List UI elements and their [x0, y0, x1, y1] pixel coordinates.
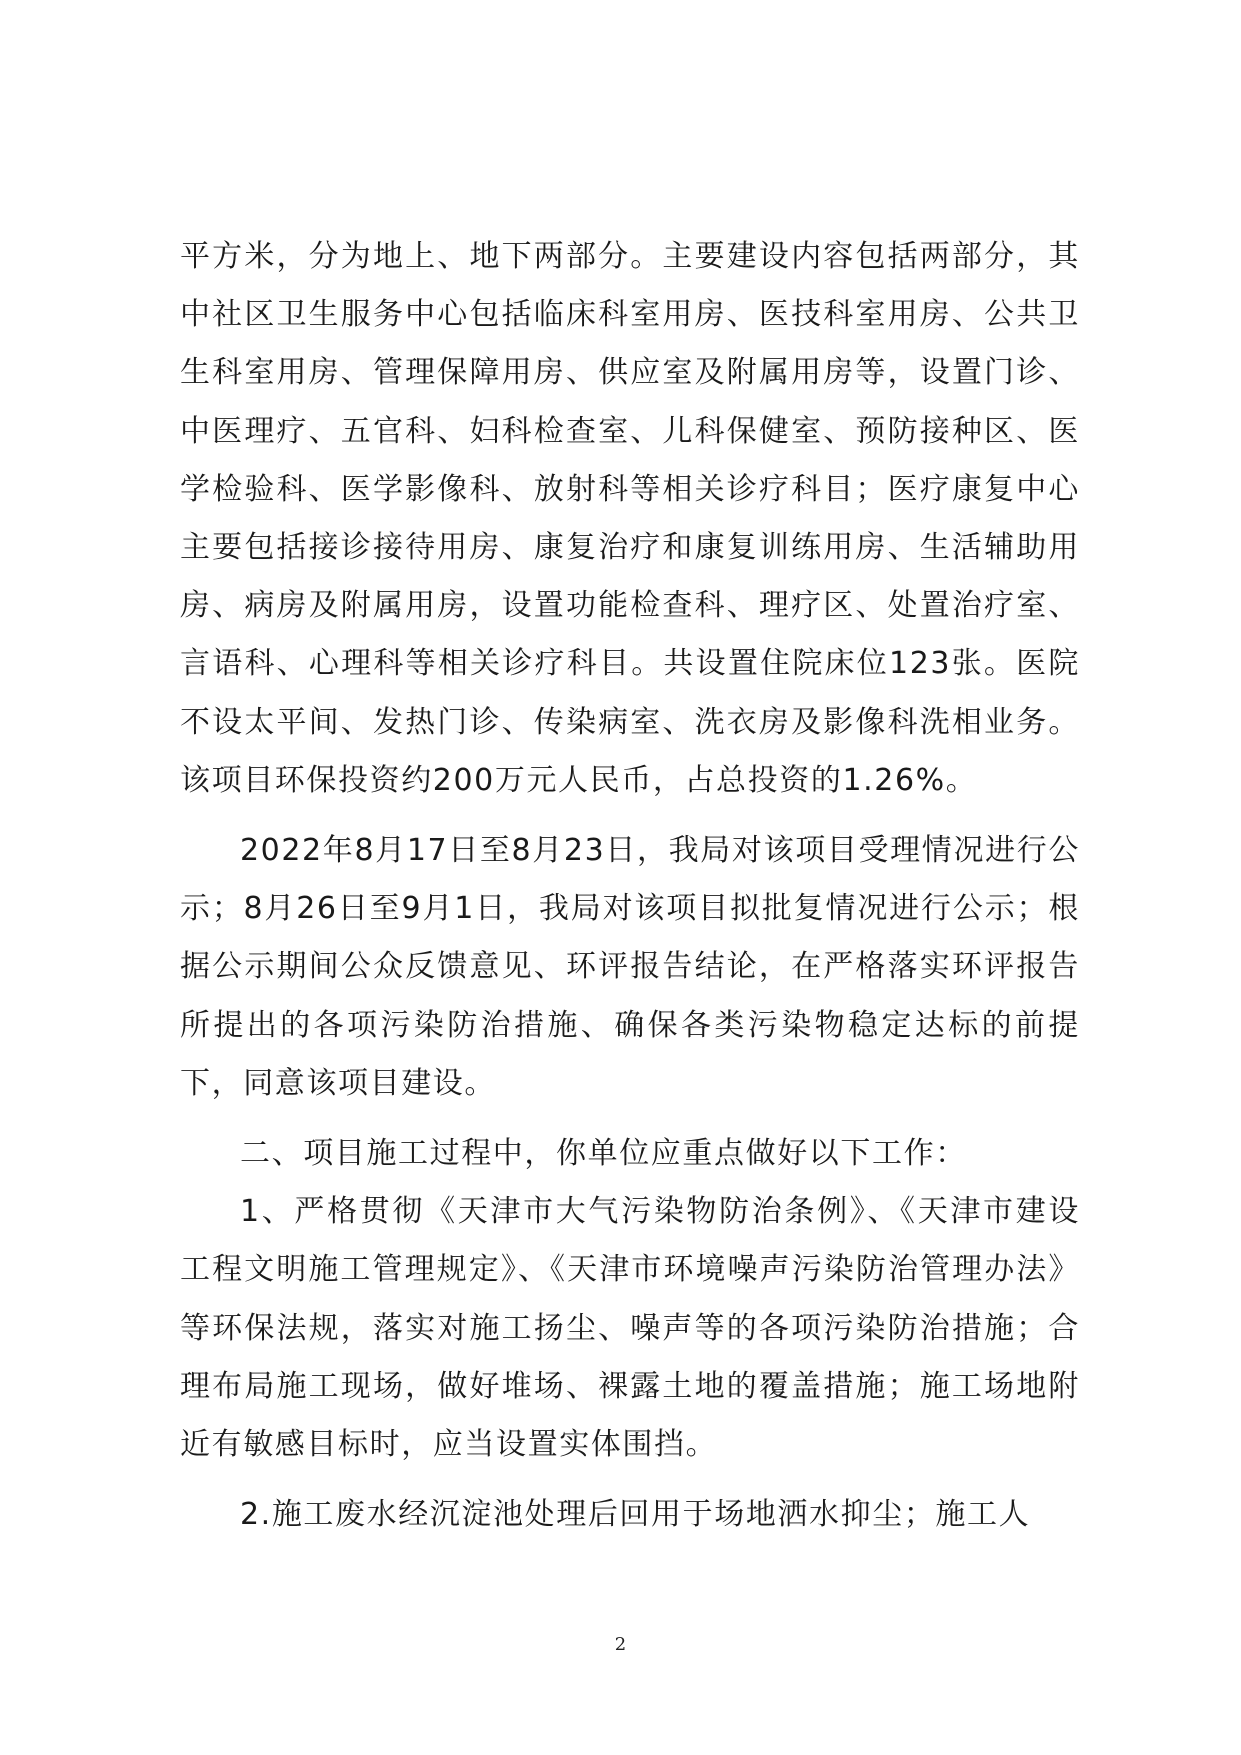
page-number: 2 — [614, 1634, 627, 1655]
paragraph-project-scope: 平方米，分为地上、地下两部分。主要建设内容包括两部分，其中社区卫生服务中心包括临床科室用房、医技科室用房、公共卫生科室用房、管理保障用房、供应室及附属用房等，设置门诊、中医理疗、五官科、妇科检查室、儿科保健室、预防接种区、医学检验科、医学影像科、放射科等相关诊疗科目；医疗康复中心主要包括接诊接待用房、康复治疗和康复训练用房、生活辅助用房、病房及附属用房，设置功能检查科、理疗区、处置治疗室、言语科、心理科等相关诊疗科目。共设置住院床位123张。医院不设太平间、发热门诊、传染病室、洗衣房及影像科洗相业务。该项目环保投资约200万元人民币，占总投资的1.26%。 — [180, 239, 1080, 798]
paragraph-public-notice: 2022年8月17日至8月23日，我局对该项目受理情况进行公示；8月26日至9月1日，我局对该项目拟批复情况进行公示；根据公示期间公众反馈意见、环评报告结论，在严格落实环评报告所提出的各项污染防治措施、确保各类污染物稳定达标的前提下，同意该项目建设。 — [180, 833, 1080, 1101]
paragraph-item-1: 1、严格贯彻《天津市大气污染物防治条例》、《天津市建设工程文明施工管理规定》、《天津市环境噪声污染防治管理办法》等环保法规，落实对施工扬尘、噪声等的各项污染防治措施；合理布局施工现场，做好堆场、裸露土地的覆盖措施；施工场地附近有敏感目标时，应当设置实体围挡。 — [180, 1194, 1080, 1463]
section-heading-construction-work: 二、项目施工过程中，你单位应重点做好以下工作： — [240, 1136, 967, 1172]
paragraph-item-2: 2.施工废水经沉淀池处理后回用于场地洒水抑尘；施工人 — [240, 1497, 1031, 1533]
document-body — [180, 228, 1080, 1544]
